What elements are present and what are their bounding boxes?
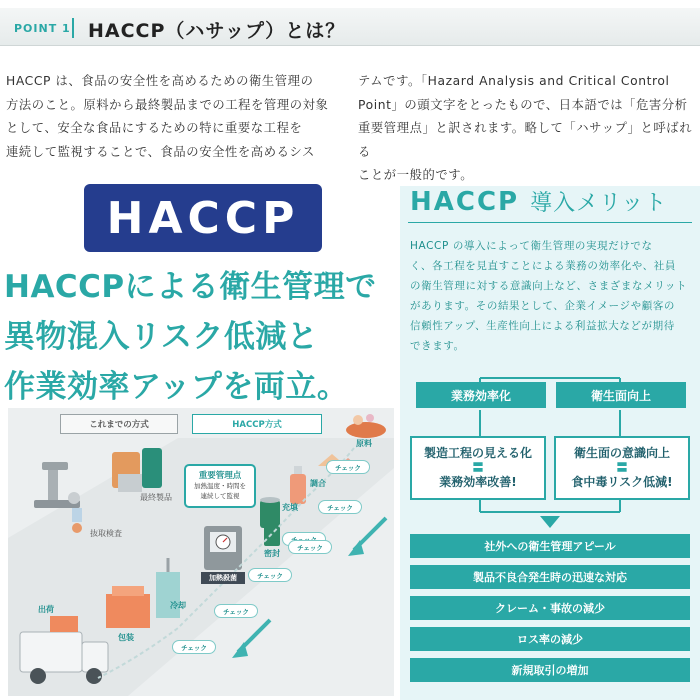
equals-icon: 〓 bbox=[616, 461, 628, 474]
down-arrow-icon bbox=[540, 516, 560, 528]
check-badge: チェック bbox=[318, 500, 362, 514]
intro-line: テムです。「Hazard Analysis and Critical Control bbox=[358, 74, 670, 88]
result-efficiency-box bbox=[410, 436, 546, 500]
benefit-bar: 社外への衛生管理アピール bbox=[410, 534, 690, 558]
haccp-logo-badge: HACCP bbox=[84, 184, 322, 252]
final-product-label: 最終製品 bbox=[140, 493, 172, 502]
intro-line: Point」の頭文字をとったもので、日本語では「危害分析 bbox=[358, 97, 688, 112]
sampling-label: 抜取検査 bbox=[90, 529, 122, 538]
benefit-bar: ロス率の減少 bbox=[410, 627, 690, 651]
sealing-label: 密封 bbox=[264, 549, 280, 558]
packaging-label: 包装 bbox=[118, 633, 134, 642]
intro-line: として、安全な食品にするための特に重要な工程を bbox=[6, 121, 303, 135]
merit-line: の衛生管理に対する意識向上など、さまざまなメリット bbox=[410, 280, 688, 292]
section-title: HACCP（ハサップ）とは？ bbox=[88, 20, 346, 42]
merit-line: 信頼性アップ、生産性向上による利益拡大などが期待 bbox=[410, 320, 675, 332]
check-badge: チェック bbox=[288, 540, 332, 554]
merit-line: できます。 bbox=[410, 340, 465, 352]
equals-icon: 〓 bbox=[472, 461, 484, 474]
merit-line: く、各工程を見直すことによる業務の効率化や、社員 bbox=[410, 260, 676, 272]
headline-line: 作業効率アップを両立。 bbox=[4, 369, 349, 405]
haccp-method-tag: HACCP方式 bbox=[192, 414, 322, 434]
merit-title-main: HACCP bbox=[410, 187, 520, 217]
check-badge: チェック bbox=[172, 640, 216, 654]
intro-line: 方法のこと。原料から最終製品までの工程を管理の対象 bbox=[6, 97, 329, 112]
merit-line: HACCP の導入によって衛生管理の実現だけでな bbox=[410, 240, 653, 252]
intro-line: HACCP は、食品の安全性を高めるための衛生管理の bbox=[6, 74, 314, 88]
benefit-bar: 製品不良合発生時の迅速な対応 bbox=[410, 565, 690, 589]
merit-line: があります。その結果として、企業イメージや顧客の bbox=[410, 300, 676, 312]
raw-material-label: 原料 bbox=[356, 439, 372, 448]
headline-line: 異物混入リスク低減と bbox=[4, 319, 319, 355]
intro-line: 連続して監視することで、食品の安全性を高めるシス bbox=[6, 144, 315, 159]
pillar-efficiency: 業務効率化 bbox=[416, 382, 546, 408]
result-hygiene-box bbox=[554, 436, 690, 500]
benefit-bar: 新規取引の増加 bbox=[410, 658, 690, 682]
result-text: 業務効率改善! bbox=[439, 475, 517, 489]
check-badge: チェック bbox=[248, 568, 292, 582]
ccp-title: 重要管理点 bbox=[198, 471, 242, 481]
shipping-label: 出荷 bbox=[38, 605, 54, 614]
intro-line: 重要管理点」と訳されます。略して「ハサップ」と呼ばれる bbox=[358, 121, 693, 159]
check-badge: チェック bbox=[214, 604, 258, 618]
ccp-subtext: 加熱温度・時間を bbox=[194, 482, 246, 490]
cooling-label: 冷却 bbox=[170, 601, 186, 610]
old-method-tag: これまでの方式 bbox=[60, 414, 178, 434]
mixing-label: 調合 bbox=[310, 479, 326, 488]
point-label: POINT 1 bbox=[14, 22, 71, 35]
heating-label: 加熱殺菌 bbox=[201, 572, 245, 584]
intro-line: ことが一般的です。 bbox=[358, 168, 474, 182]
result-text: 衛生面の意識向上 bbox=[573, 446, 670, 460]
check-badge: チェック bbox=[326, 460, 370, 474]
pillar-hygiene: 衛生面向上 bbox=[556, 382, 686, 408]
ccp-subtext: 連続して監視 bbox=[200, 492, 240, 500]
result-text: 食中毒リスク低減! bbox=[571, 475, 673, 489]
headline-line: HACCPによる衛生管理で bbox=[4, 269, 377, 305]
benefit-bar: クレーム・事故の減少 bbox=[410, 596, 690, 620]
merit-title-sub: 導入メリット bbox=[530, 191, 668, 216]
filling-label: 充填 bbox=[282, 503, 298, 512]
result-text: 製造工程の見える化 bbox=[423, 446, 532, 460]
